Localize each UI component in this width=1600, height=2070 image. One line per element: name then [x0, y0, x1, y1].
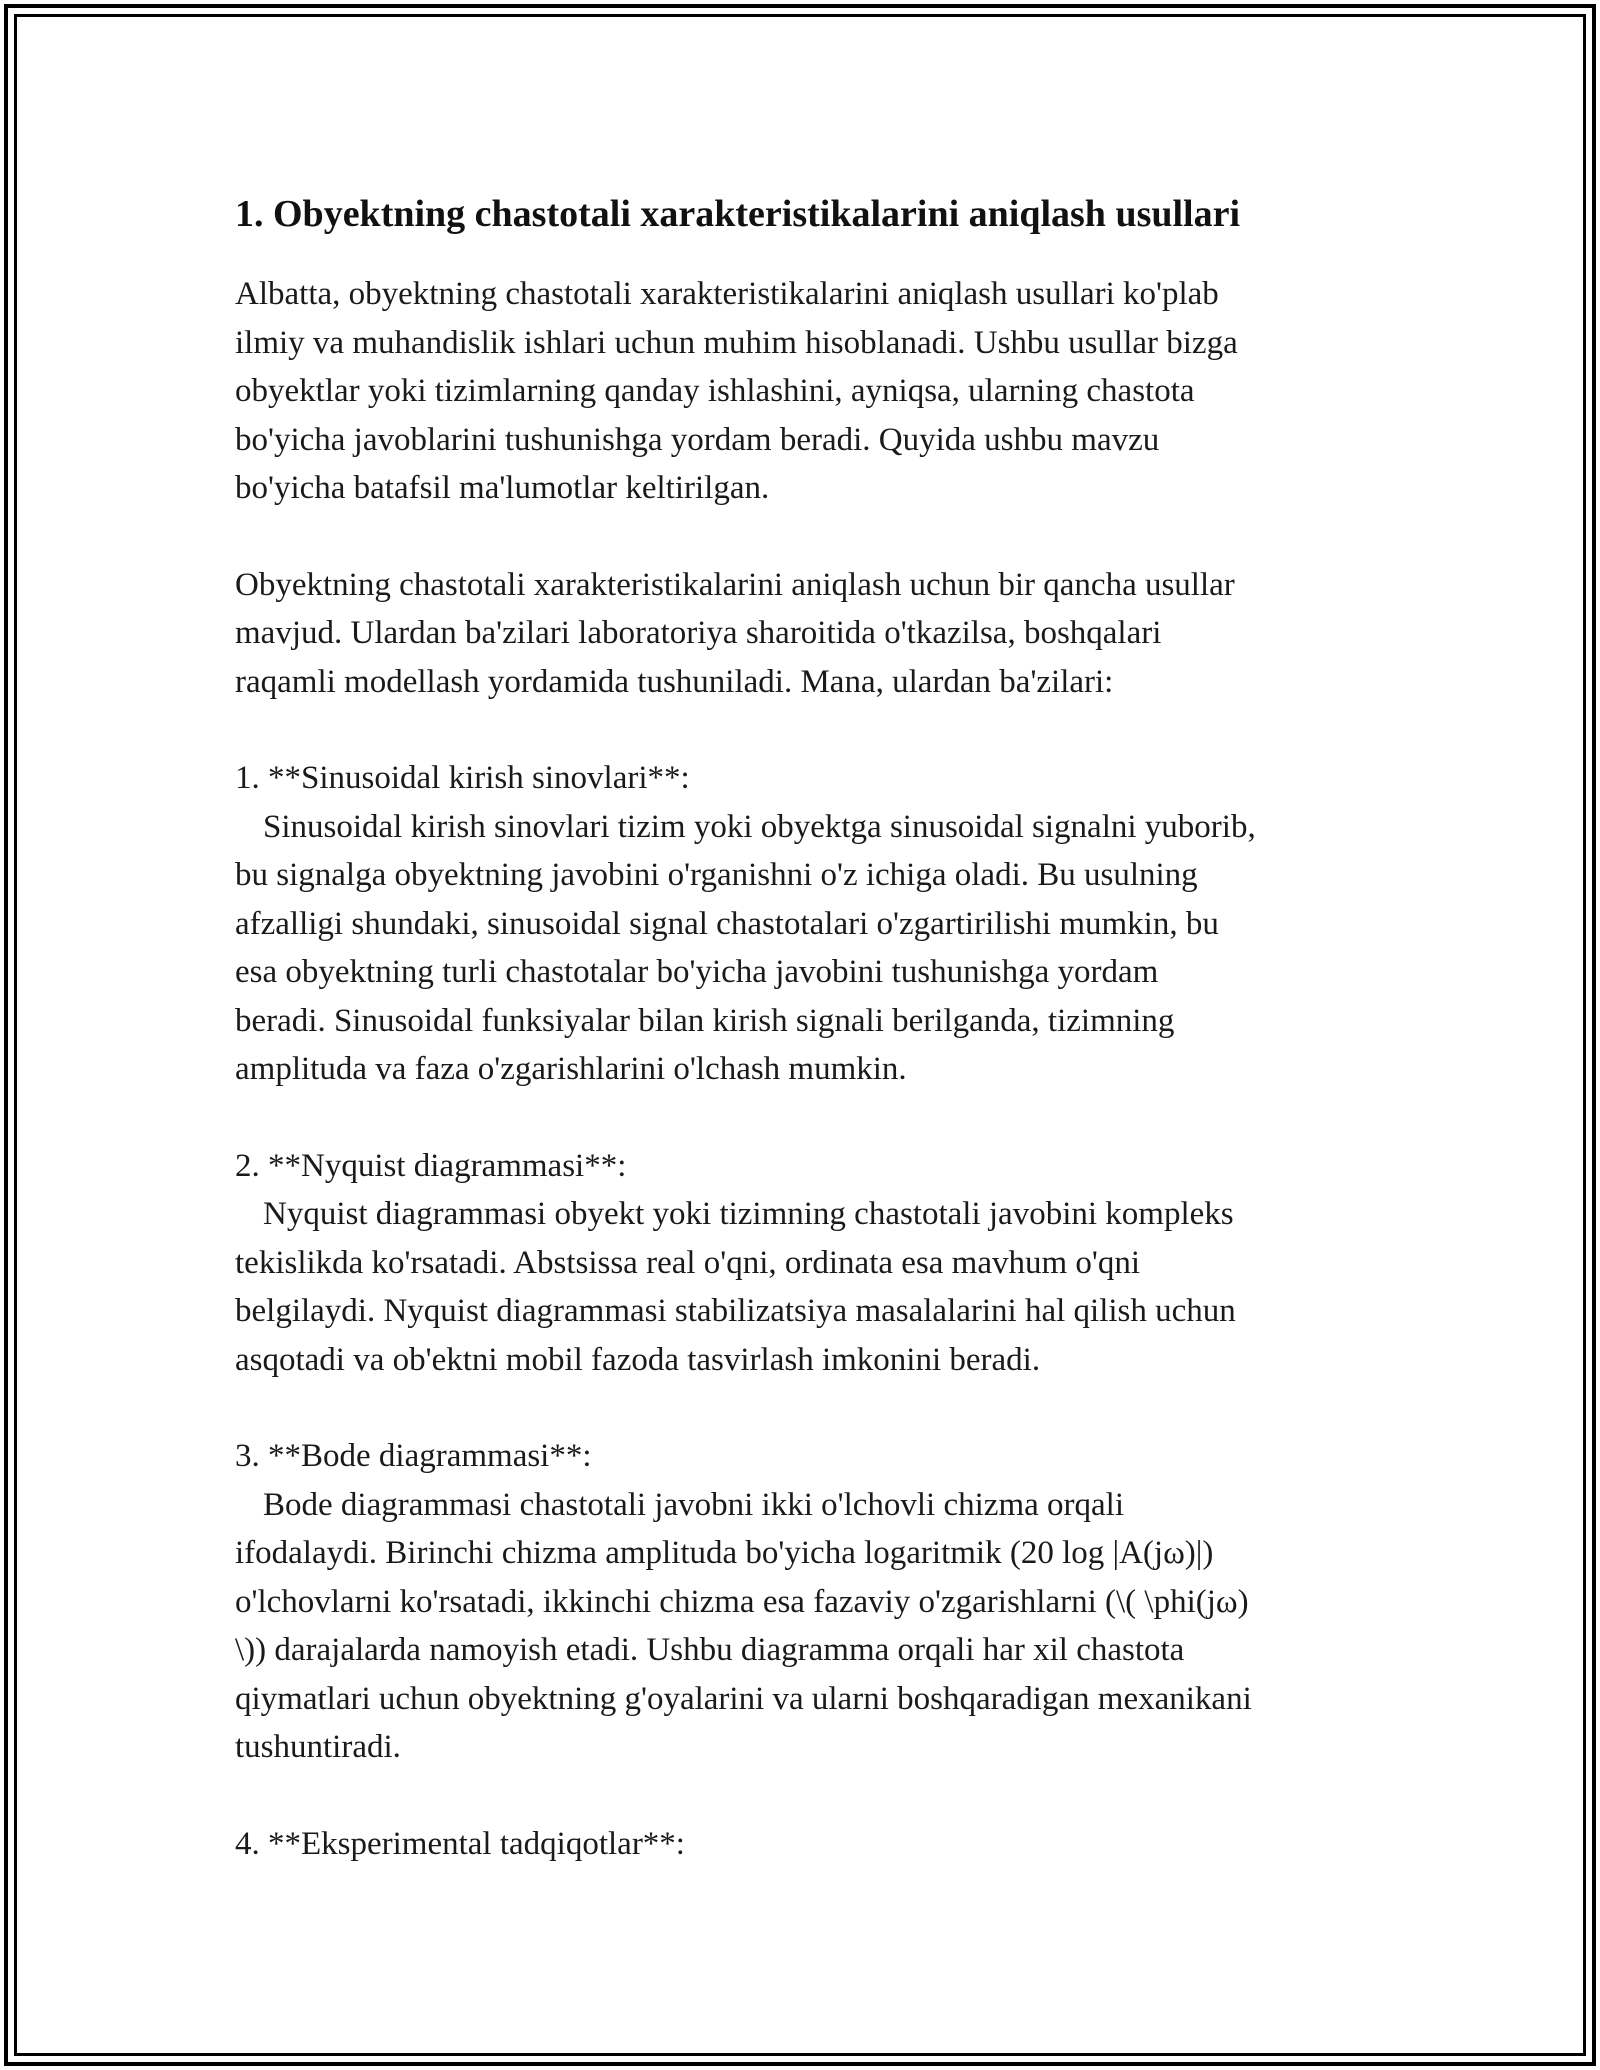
section-line: bu signalga obyektning javobini o'rganishni o'z ichiga oladi. Bu usulning: [235, 857, 1198, 893]
section-line: afzalligi shundaki, sinusoidal signal chastotalari o'zgartirilishi mumkin, bu: [235, 905, 1219, 942]
intro-line: bo'yicha batafsil ma'lumotlar keltirilgan.: [235, 470, 770, 506]
section-line: qiymatlari uchun obyektning g'oyalarini va ularni boshqaradigan mexanikani: [235, 1680, 1252, 1717]
section-line: tushuntiradi.: [235, 1729, 401, 1765]
intro-line: bo'yicha javoblarini tushunishga yordam beradi. Quyida ushbu mavzu: [235, 421, 1160, 458]
section-line: beradi. Sinusoidal funksiyalar bilan kirish signali berilganda, tizimning: [235, 1002, 1175, 1039]
section-line: Nyquist diagrammasi obyekt yoki tizimning chastotali javobini kompleks: [263, 1196, 1234, 1232]
section-line: Bode diagrammasi chastotali javobni ikki o'lchovli chizma orqali: [263, 1486, 1124, 1523]
intro-line: ilmiy va muhandislik ishlari uchun muhim hisoblanadi. Ushbu usullar bizga: [235, 324, 1238, 361]
section-line: esa obyektning turli chastotalar bo'yicha javobini tushunishga yordam: [235, 954, 1159, 990]
section-line: belgilaydi. Nyquist diagrammasi stabilizatsiya masalalarini hal qilish uchun: [235, 1293, 1236, 1329]
document-body: [235, 186, 1395, 1916]
section-line: Sinusoidal kirish sinovlari tizim yoki obyektga sinusoidal signalni yuborib,: [263, 808, 1256, 845]
overview-line: Obyektning chastotali xarakteristikalarini aniqlash uchun bir qancha usullar: [235, 566, 1235, 603]
section-line: ifodalaydi. Birinchi chizma amplituda bo'yicha logaritmik (20 log |A(jω)|): [235, 1535, 1214, 1571]
intro-paragraph: [235, 270, 1395, 513]
overview-line: mavjud. Ulardan ba'zilari laboratoriya sharoitida o'tkazilsa, boshqalari: [235, 615, 1162, 651]
intro-line: obyektlar yoki tizimlarning qanday ishlashini, ayniqsa, ularning chastota: [235, 373, 1195, 409]
section-heading: 2. **Nyquist diagrammasi**:: [235, 1147, 627, 1184]
section-experimental: [235, 1820, 1395, 1869]
overview-line: raqamli modellash yordamida tushuniladi. Mana, ulardan ba'zilari:: [235, 663, 1114, 700]
section-heading: 4. **Eksperimental tadqiqotlar**:: [235, 1825, 685, 1862]
section-heading: 3. **Bode diagrammasi**:: [235, 1438, 592, 1474]
section-line: amplituda va faza o'zgarishlarini o'lchash mumkin.: [235, 1051, 907, 1087]
section-line: \)) darajalarda namoyish etadi. Ushbu diagramma orqali har xil chastota: [235, 1632, 1185, 1668]
intro-line: Albatta, obyektning chastotali xarakteristikalarini aniqlash usullari ko'plab: [235, 276, 1219, 312]
section-heading: 1. **Sinusoidal kirish sinovlari**:: [235, 760, 690, 796]
document-title: 1. Obyektning chastotali xarakteristikalarini aniqlash usullari: [235, 193, 1241, 235]
section-bode: [235, 1432, 1395, 1772]
section-line: o'lchovlarni ko'rsatadi, ikkinchi chizma esa fazaviy o'zgarishlarni (\( \phi(jω): [235, 1583, 1249, 1620]
section-nyquist: [235, 1142, 1395, 1385]
section-line: asqotadi va ob'ektni mobil fazoda tasvirlash imkonini beradi.: [235, 1341, 1041, 1378]
section-sinusoidal: [235, 754, 1395, 1094]
overview-paragraph: [235, 561, 1395, 707]
section-line: tekislikda ko'rsatadi. Abstsissa real o'qni, ordinata esa mavhum o'qni: [235, 1244, 1141, 1281]
